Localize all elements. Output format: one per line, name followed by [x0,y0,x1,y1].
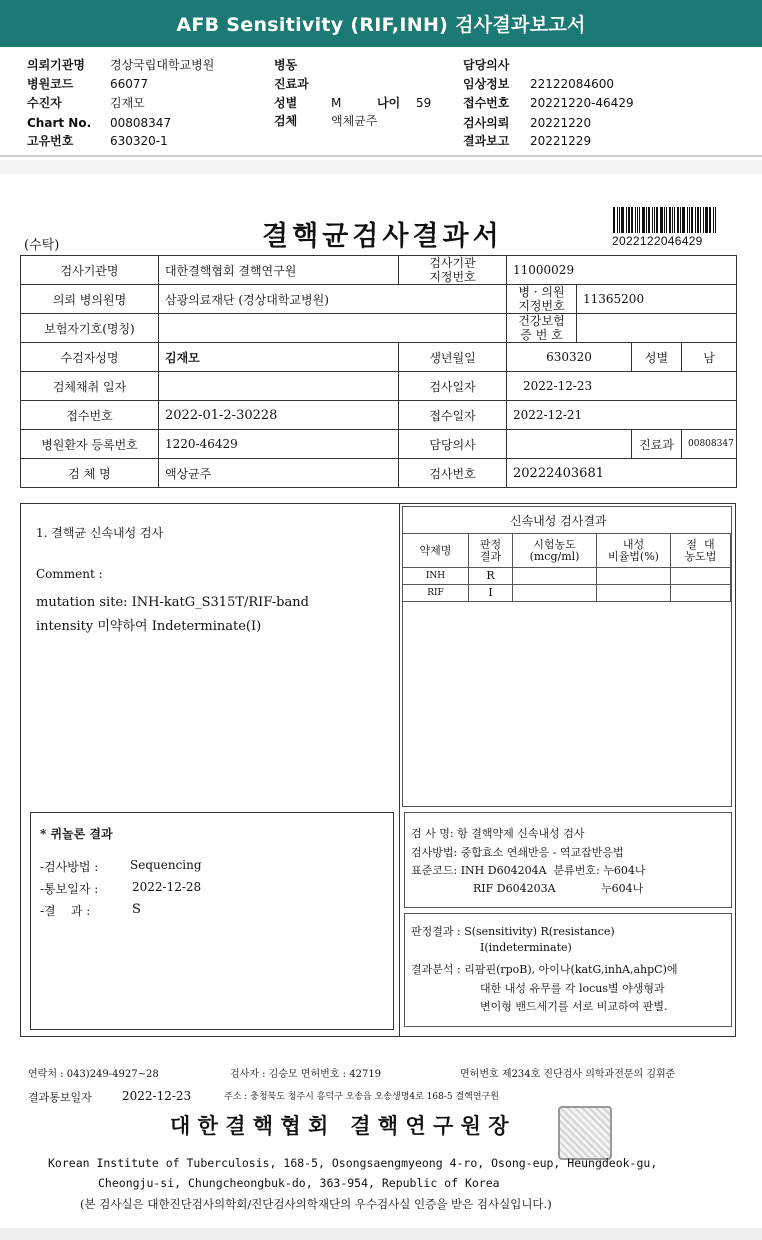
table-row [21,256,737,285]
judgement-line-2: I(indeterminate) [480,941,572,954]
footer-examiner: 검사자 : 김승모 면허번호 : 42719 [230,1069,382,1080]
footer-licensee: 면허번호 제234호 진단검사 의학과전문의 김휘준 [460,1069,676,1080]
quinolone-heading: * 퀴놀론 결과 [40,827,113,841]
label-department: 진료과 [274,77,309,91]
barcode-bar [635,207,636,233]
value-result-report: 20221229 [530,134,592,148]
results-heading: 신속내성 검사결과 [510,514,607,528]
report-title: 결핵균검사결과서 [262,221,503,252]
value-receipt-date: 2022-12-21 [507,401,737,430]
value-exam-date: 2022-12-23 [507,372,737,401]
label-receipt-date: 접수일자 [399,401,507,430]
empty-cell [513,568,597,585]
barcode-bar [628,207,630,233]
barcode-bar [626,207,627,233]
barcode-number: 2022122046429 [612,234,703,248]
table-row [21,401,737,430]
value-test-request: 20221220 [530,116,592,130]
consignment-label: (수탁) [24,238,60,253]
label-hospital-code: 병원코드 [27,77,74,91]
table-row [21,285,737,314]
label-sex: 성별 [274,96,298,110]
barcode-bar [691,207,693,233]
empty-cell [513,585,597,602]
table-header-row [403,534,731,568]
footer-notice-date: 2022-12-23 [122,1089,192,1103]
barcode-bar [674,207,675,233]
barcode-bar [709,207,711,233]
results-table [402,533,731,602]
value-clinical-info: 22122084600 [530,77,614,91]
value-patient-reg-no: 1220-46429 [159,430,399,459]
analysis-line-3: 변이형 밴드세기를 서로 비교하여 판별. [480,1000,668,1013]
label-specimen-name: 검 체 명 [21,459,159,488]
barcode-bar [639,207,640,233]
label-ward: 병동 [274,58,298,72]
value-exam-number: 20222403681 [507,459,737,488]
label-exam-date: 검사일자 [399,372,507,401]
table-row [403,568,731,585]
footer-english-line-2: Cheongju-si, Chungcheongbuk-do, 363-954, Republic of Korea [98,1176,500,1190]
standard-code-line-2: RIF D604203A 누604나 [473,882,644,895]
barcode-bar [713,207,714,233]
col-judgement: 판정 결과 [469,534,513,568]
result-cell: R [469,568,513,585]
value-examinee-name: 김재모 [159,343,399,372]
report-banner [0,0,762,47]
comment-line-1: mutation site: INH-katG_S315T/RIF-band [36,595,309,610]
value-hospital-code: 66077 [110,77,149,91]
barcode-bar [697,207,699,233]
label-insurer-code: 보험자기호(명칭) [21,314,159,343]
label-receipt-number: 접수번호 [21,401,159,430]
label-exam-number: 검사번호 [399,459,507,488]
label-clinic-dept: 진료과 [632,430,682,459]
col-concentration: 시험농도 (mcg/ml) [513,534,597,568]
quinolone-result-label: -결 과 : [40,904,91,918]
label-clinic-no: 병 · 의원 지정번호 [507,285,577,314]
label-collection-date: 검체채취 일자 [21,372,159,401]
header-divider [0,155,762,157]
barcode-bar [666,207,667,233]
analysis-line-2: 대한 내성 유무를 각 locus별 야생형과 [480,982,665,995]
empty-cell [671,568,731,585]
value-patient: 김재모 [110,96,145,110]
label-exam-institution-no: 검사기관 지정번호 [399,256,507,285]
table-row [21,430,737,459]
label-patient: 수진자 [27,96,62,110]
barcode-bar [682,207,685,233]
quinolone-method-label: -검사방법 : [40,860,99,874]
footer-address: 주소 : 충청북도 청주시 흥덕구 오송읍 오송생명4로 168-5 결핵연구원 [224,1092,499,1102]
barcode-bar [680,207,681,233]
rapid-test-heading: 1. 결핵균 신속내성 검사 [36,526,164,540]
footer-english-line-1: Korean Institute of Tuberculosis, 168-5, Osongsaengmyeong 4-ro, Osong-eup, Heungdeok-gu, [48,1156,658,1170]
label-age: 나이 [377,96,401,110]
barcode-bar [669,207,671,233]
quinolone-box [30,812,394,1030]
label-birth-date: 생년월일 [399,343,507,372]
label-gender: 성별 [632,343,682,372]
barcode-bar [700,207,701,233]
label-test-request: 검사의뢰 [463,116,510,130]
test-method-line: 검사방법: 중합효소 연쇄반응 - 역교잡반응법 [411,846,624,859]
value-clinic-dept: 00808347 [682,430,737,459]
label-patient-reg-no: 병원환자 등록번호 [21,430,159,459]
label-unique-no: 고유번호 [27,134,74,148]
seal-stamp [558,1106,612,1160]
value-gender: 남 [682,343,737,372]
label-attending-doctor: 담당의사 [399,430,507,459]
table-row [21,314,737,343]
value-insurer-code [159,314,507,343]
value-requesting-clinic: 삼광의료재단 (경상대학교병원) [159,285,507,314]
value-sex: M [331,96,342,110]
label-specimen: 검체 [274,114,298,128]
value-birth-date: 630320 [507,343,632,372]
label-exam-institution: 검사기관명 [21,256,159,285]
comment-label: Comment : [36,567,103,581]
result-cell: I [469,585,513,602]
label-examinee-name: 수검자성명 [21,343,159,372]
footer-director: 대 한 결 핵 협 회 결 핵 연 구 원 장 [170,1113,509,1138]
barcode-bar [677,207,679,233]
value-specimen: 액체균주 [331,114,378,128]
barcode-bar [617,207,618,233]
banner-title: AFB Sensitivity (RIF,INH) 검사결과보고서 [176,14,586,36]
footer-contact: 연락처 : 043)249-4927~28 [28,1069,159,1080]
barcode [613,207,719,233]
label-doctor: 담당의사 [463,58,510,72]
empty-cell [597,585,671,602]
comment-line-2: intensity 미약하여 Indeterminate(I) [36,619,262,634]
col-proportion: 내성 비율법(%) [597,534,671,568]
col-absolute: 절 대 농도법 [671,534,731,568]
report-info-table [20,255,737,488]
table-row [21,343,737,372]
barcode-bar [715,207,716,233]
barcode-bar [646,207,647,233]
drug-cell: INH [403,568,469,585]
table-row [21,372,737,401]
judgement-line-1: 판정결과 : S(sensitivity) R(resistance) [411,925,615,938]
value-receipt-no: 20221220-46429 [530,96,634,110]
empty-cell [597,568,671,585]
drug-cell: RIF [403,585,469,602]
analysis-line-1: 결과분석 : 리팜핀(rpoB), 아이나(katG,inhA,ahpC)에 [411,963,678,976]
barcode-bar [705,207,708,233]
value-chart-no: 00808347 [110,116,172,130]
label-requesting-institution: 의뢰기관명 [27,58,85,72]
value-requesting-institution: 경상국립대학교병원 [110,58,215,72]
bottom-shadow [0,1228,762,1240]
value-unique-no: 630320-1 [110,134,168,148]
frame-divider [399,503,400,1037]
barcode-bar [689,207,690,233]
col-drug: 약제명 [403,534,469,568]
header-shadow [0,160,762,174]
value-insurance-no [577,314,737,343]
quinolone-date-label: -통보일자 : [40,882,99,896]
barcode-bar [619,207,620,233]
value-attending-doctor [507,430,632,459]
barcode-bar [664,207,665,233]
quinolone-result: S [132,902,141,917]
barcode-bar [642,207,645,233]
footer-certification: (본 검사실은 대한진단검사의학회/진단검사의학재단의 우수검사실 인증을 받은 검사실입니다.) [80,1197,552,1211]
label-chart-no: Chart No. [27,116,92,130]
label-insurance-no: 건강보험 증 번 호 [507,314,577,343]
value-exam-institution-no: 11000029 [507,256,737,285]
table-row [21,459,737,488]
barcode-bar [687,207,688,233]
label-result-report: 결과보고 [463,134,510,148]
barcode-bar [656,207,658,233]
label-clinical-info: 임상정보 [463,77,510,91]
barcode-bar [703,207,704,233]
barcode-bar [652,207,653,233]
label-requesting-clinic: 의뢰 병의원명 [21,285,159,314]
barcode-bar [654,207,655,233]
barcode-bar [648,207,650,233]
barcode-bar [631,207,633,233]
value-collection-date [159,372,399,401]
value-age: 59 [416,96,432,110]
quinolone-method: Sequencing [130,858,202,872]
barcode-bar [613,207,615,233]
barcode-bar [621,207,624,233]
barcode-bar [637,207,638,233]
value-exam-institution: 대한결핵협회 결핵연구원 [159,256,399,285]
value-receipt-number: 2022-01-2-30228 [159,401,399,430]
value-specimen-name: 액상균주 [159,459,399,488]
empty-cell [671,585,731,602]
test-name-line: 검 사 명: 항 결핵약제 신속내성 검사 [411,827,585,840]
barcode-bar [672,207,673,233]
label-receipt-no: 접수번호 [463,96,510,110]
quinolone-date: 2022-12-28 [132,880,202,894]
standard-code-line: 표준코드: INH D604204A 분류번호: 누604나 [411,864,646,877]
table-row [403,585,731,602]
barcode-bar [695,207,696,233]
footer-notice-label: 결과통보일자 [28,1091,92,1104]
barcode-bar [660,207,663,233]
value-clinic-no: 11365200 [577,285,737,314]
